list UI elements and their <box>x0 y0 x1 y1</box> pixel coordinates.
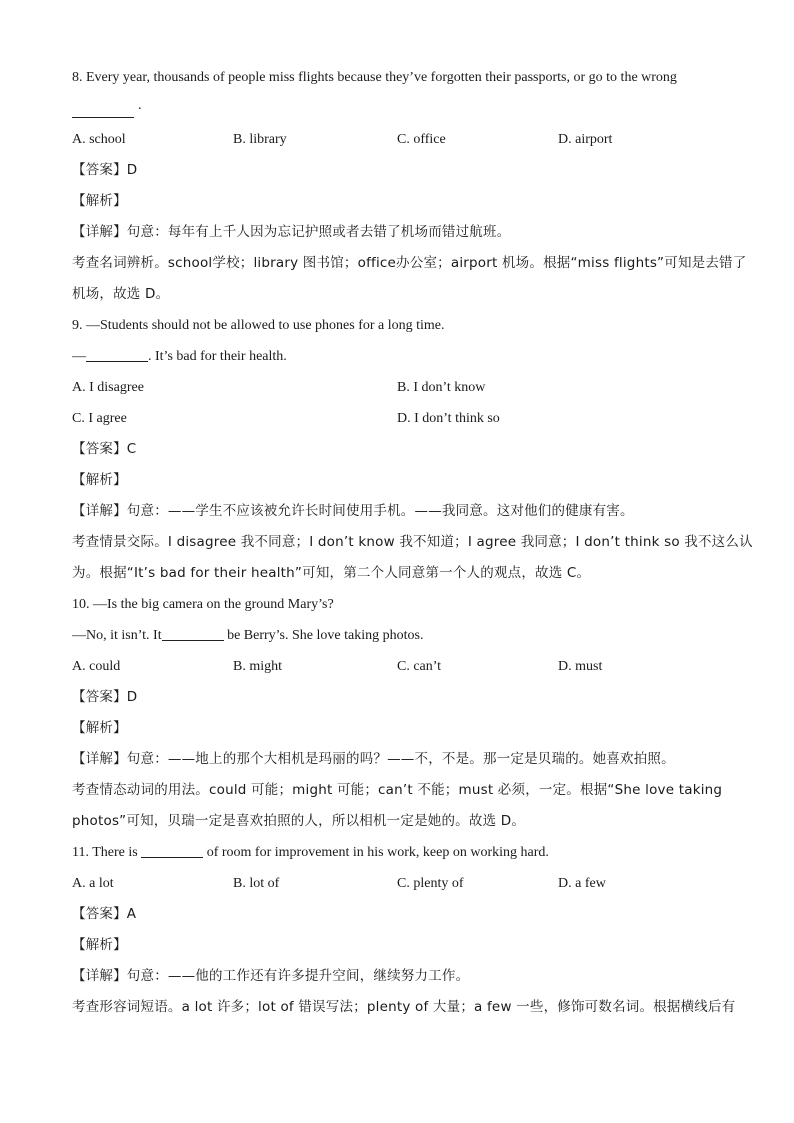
q11-analysis-heading: 【解析】 <box>72 937 127 953</box>
q9-reply-rest: . It’s bad for their health. <box>148 349 287 364</box>
q10-analysis-heading: 【解析】 <box>72 720 127 736</box>
q9-options-row-1 <box>72 372 722 403</box>
q8-explanation-line-1: 考查名词辨析。school学校；library 图书馆；office办公室；airport 机场。根据“miss flights”可知是去错了 <box>72 255 747 271</box>
q11-options <box>72 868 722 899</box>
option-c: C. office <box>397 132 446 147</box>
q11-detail: 【详解】句意：——他的工作还有许多提升空间，继续努力工作。 <box>72 968 470 984</box>
q10-stem: 10. —Is the big camera on the ground Mary’s? <box>72 597 334 612</box>
option-a: A. I disagree <box>72 380 144 395</box>
q10-reply-start: —No, it isn’t. It <box>72 628 162 643</box>
q11-stem-start: 11. There is <box>72 845 142 860</box>
option-b: B. lot of <box>233 876 280 891</box>
option-d: D. airport <box>558 132 613 147</box>
answer-blank <box>72 117 134 118</box>
q11-stem <box>72 837 722 868</box>
q8-stem: 8. Every year, thousands of people miss flights because they’ve forgotten their passports, or go to the wrong <box>72 70 677 85</box>
q9-analysis-heading: 【解析】 <box>72 472 127 488</box>
q8-blank <box>72 93 722 124</box>
q9-reply-dash: — <box>72 349 86 364</box>
document-page <box>72 62 753 1023</box>
q9-reply <box>72 341 722 372</box>
answer-blank <box>162 626 224 641</box>
option-b: B. I don’t know <box>397 380 486 395</box>
q8-analysis-heading: 【解析】 <box>72 193 127 209</box>
q11-answer: 【答案】A <box>72 906 137 922</box>
option-c: C. plenty of <box>397 876 464 891</box>
q11-stem-rest: of room for improvement in his work, keep on working hard. <box>203 845 549 860</box>
q8-answer: 【答案】D <box>72 162 138 178</box>
option-d: D. I don’t think so <box>397 411 500 426</box>
answer-blank <box>86 347 148 362</box>
option-c: C. can’t <box>397 659 442 674</box>
q8-options <box>72 124 722 155</box>
q9-detail: 【详解】句意：——学生不应该被允许长时间使用手机。——我同意。这对他们的健康有害。 <box>72 503 634 519</box>
option-a: A. school <box>72 132 126 147</box>
option-b: B. might <box>233 659 283 674</box>
option-d: D. a few <box>558 876 606 891</box>
option-b: B. library <box>233 132 287 147</box>
q10-options <box>72 651 722 682</box>
q9-explanation-line-1: 考查情景交际。I disagree 我不同意；I don’t know 我不知道；I agree 我同意；I don’t think so 我不这么认 <box>72 534 753 550</box>
q8-explanation-line-2: 机场，故选 D。 <box>72 286 170 302</box>
q11-explanation-line-1: 考查形容词短语。a lot 许多；lot of 错误写法；plenty of 大量；a few 一些，修饰可数名词。根据横线后有 <box>72 999 736 1015</box>
q10-reply <box>72 620 722 651</box>
option-a: A. could <box>72 659 121 674</box>
q9-options-row-2 <box>72 403 722 434</box>
q8-detail: 【详解】句意：每年有上千人因为忘记护照或者去错了机场而错过航班。 <box>72 224 511 240</box>
q9-stem: 9. —Students should not be allowed to use phones for a long time. <box>72 318 445 333</box>
q9-explanation-line-2: 为。根据“It’s bad for their health”可知，第二个人同意第一个人的观点，故选 C。 <box>72 565 591 581</box>
q10-explanation-line-2: photos”可知，贝瑞一定是喜欢拍照的人，所以相机一定是她的。故选 D。 <box>72 813 526 829</box>
q10-reply-rest: be Berry’s. She love taking photos. <box>223 628 424 643</box>
q10-answer: 【答案】D <box>72 689 138 705</box>
q9-answer: 【答案】C <box>72 441 137 457</box>
q10-detail: 【详解】句意：——地上的那个大相机是玛丽的吗？——不，不是。那一定是贝瑞的。她喜欢拍照。 <box>72 751 675 767</box>
q10-explanation-line-1: 考查情态动词的用法。could 可能；might 可能；can’t 不能；must 必须，一定。根据“She love taking <box>72 782 723 798</box>
option-c: C. I agree <box>72 411 127 426</box>
option-a: A. a lot <box>72 876 114 891</box>
q8-blank-period: . <box>138 98 142 113</box>
answer-blank <box>141 843 203 858</box>
option-d: D. must <box>558 659 603 674</box>
